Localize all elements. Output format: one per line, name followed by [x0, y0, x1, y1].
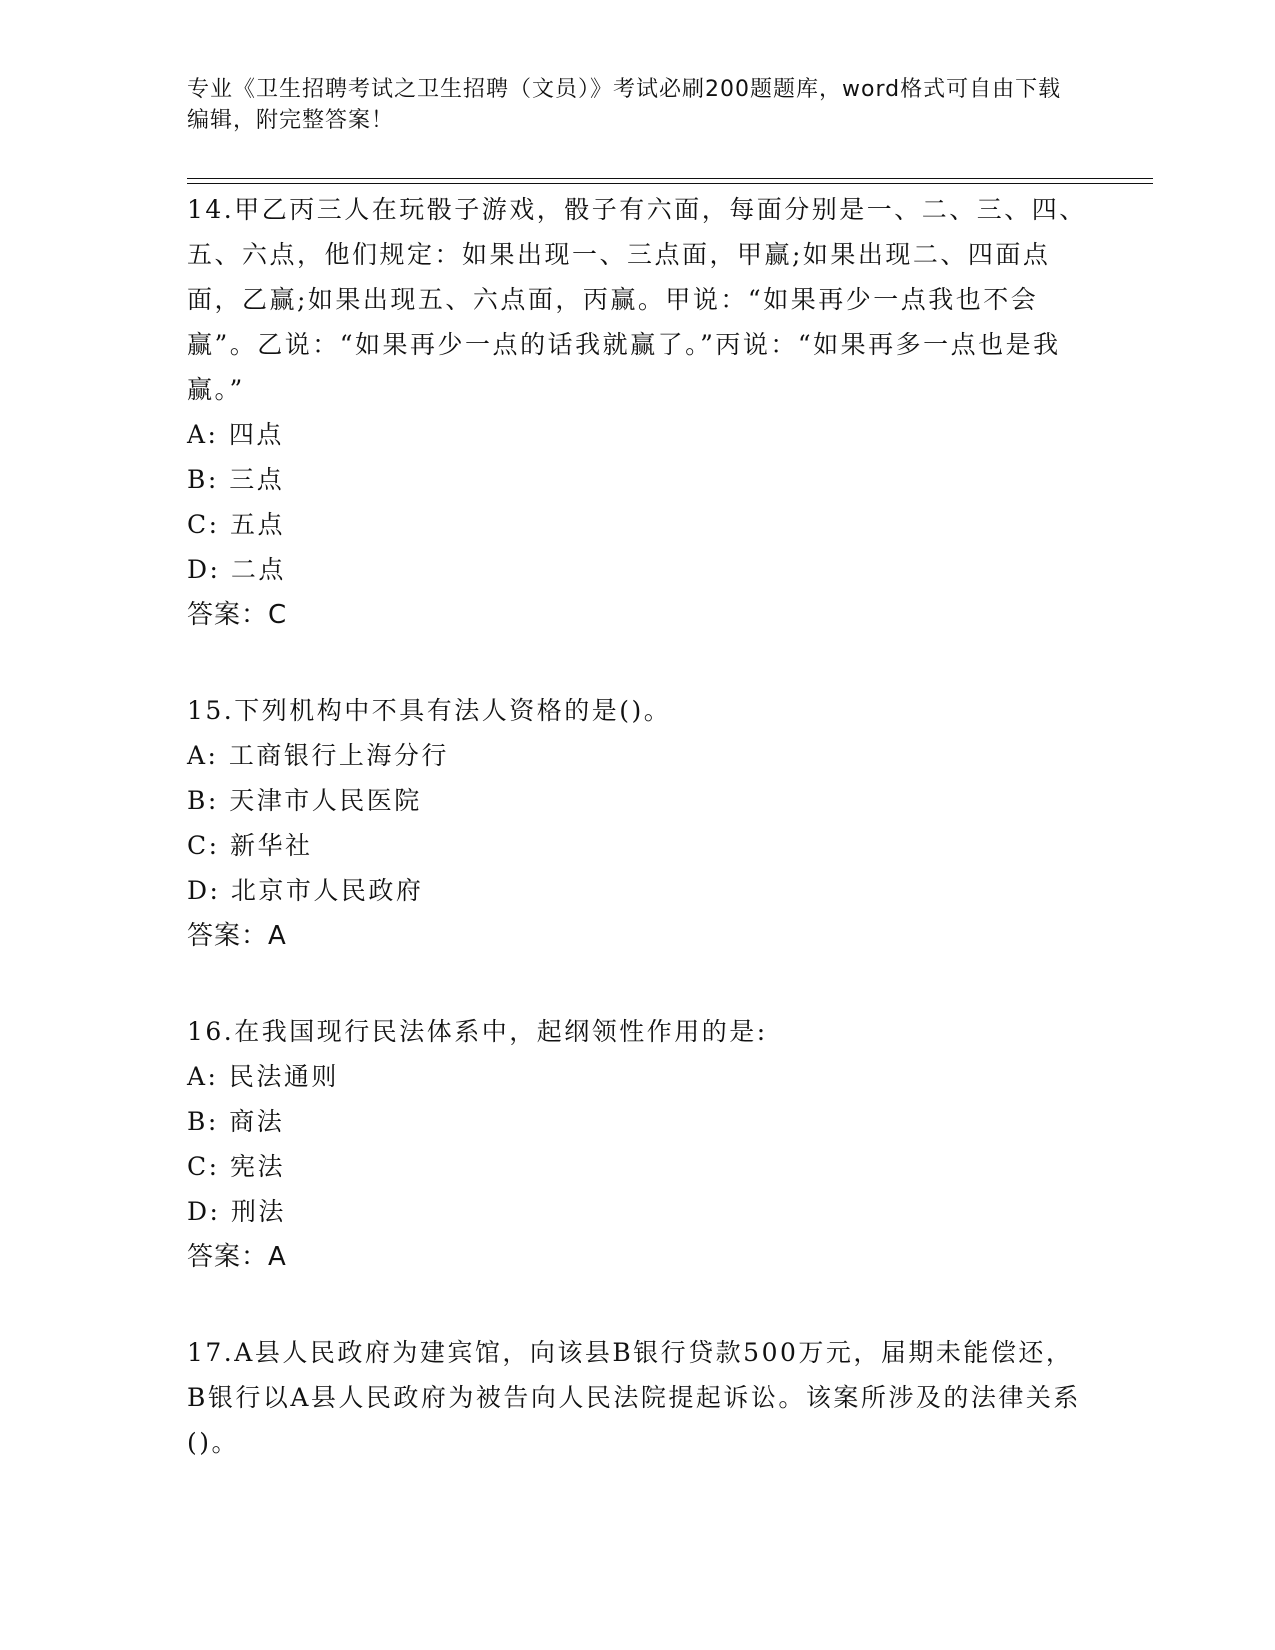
option-c: C: 宪法 [187, 1152, 285, 1181]
header-rule-top [187, 178, 1153, 179]
option-d: D: 刑法 [187, 1197, 286, 1226]
question-stem: 16.在我国现行民法体系中，起纲领性作用的是: [187, 1017, 768, 1046]
question-list [187, 187, 1087, 1515]
option-d: D: 北京市人民政府 [187, 876, 424, 905]
question-stem: 17.A县人民政府为建宾馆，向该县B银行贷款500万元，届期未能偿还，B银行以A县人民政府为被告向人民法院提起诉讼。该案所涉及的法律关系()。 [187, 1338, 1081, 1457]
option-d: D: 二点 [187, 555, 286, 584]
option-a: A: 工商银行上海分行 [187, 741, 449, 770]
option-a: A: 民法通则 [187, 1062, 339, 1091]
option-c: C: 新华社 [187, 831, 313, 860]
option-a: A: 四点 [187, 420, 284, 449]
question-stem: 15.下列机构中不具有法人资格的是()。 [187, 696, 672, 725]
option-b: B: 商法 [187, 1107, 285, 1136]
question-16 [187, 1009, 1087, 1280]
option-b: B: 天津市人民医院 [187, 786, 422, 815]
answer-label: 答案：C [187, 600, 288, 630]
question-17 [187, 1330, 1087, 1465]
question-15 [187, 688, 1087, 959]
answer-label: 答案：A [187, 1242, 287, 1272]
document-header: 专业《卫生招聘考试之卫生招聘（文员）》考试必刷200题题库，word格式可自由下载编辑，附完整答案！ [187, 77, 1062, 133]
header-rule-bottom [187, 183, 1153, 184]
option-c: C: 五点 [187, 510, 285, 539]
option-b: B: 三点 [187, 465, 285, 494]
question-stem: 14.甲乙丙三人在玩骰子游戏，骰子有六面，每面分别是一、二、三、四、五、六点，他们规定：如果出现一、三点面，甲赢;如果出现二、四面点面，乙赢;如果出现五、六点面，丙赢。甲说：“如果再少一点我也不会赢”。乙说：“如果再少一点的话我就赢了。”丙说：“如果再多一点也是我赢。” [187, 195, 1087, 404]
question-14 [187, 187, 1087, 638]
answer-label: 答案：A [187, 921, 287, 951]
